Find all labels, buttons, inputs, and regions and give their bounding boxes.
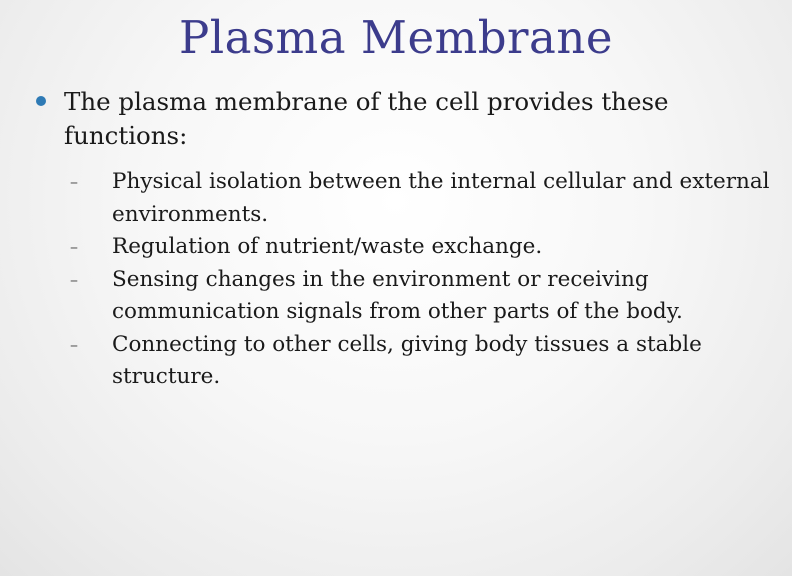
sub-bullet-text: Sensing changes in the environment or receiving communication signals from other parts of the body. [112, 266, 683, 324]
sub-bullet-list [70, 166, 770, 394]
bullet-dot-icon [36, 96, 46, 106]
slide-title: Plasma Membrane [178, 11, 614, 64]
sub-bullet-item [70, 166, 770, 231]
dash-icon: – [70, 172, 78, 191]
sub-bullet-text: Connecting to other cells, giving body tissues a stable structure. [112, 331, 702, 389]
sub-bullet-item [70, 231, 770, 264]
sub-bullet-item [70, 329, 770, 394]
sub-bullet-text: Physical isolation between the internal cellular and external environments. [112, 169, 770, 227]
dash-icon: – [70, 269, 78, 289]
sub-bullet-text: Regulation of nutrient/waste exchange. [112, 234, 543, 259]
main-bullet-text: The plasma membrane of the cell provides these functions: [64, 87, 669, 150]
main-bullet [36, 85, 766, 153]
dash-icon: – [70, 334, 78, 354]
sub-bullet-item [70, 264, 770, 329]
dash-icon: – [70, 237, 78, 256]
